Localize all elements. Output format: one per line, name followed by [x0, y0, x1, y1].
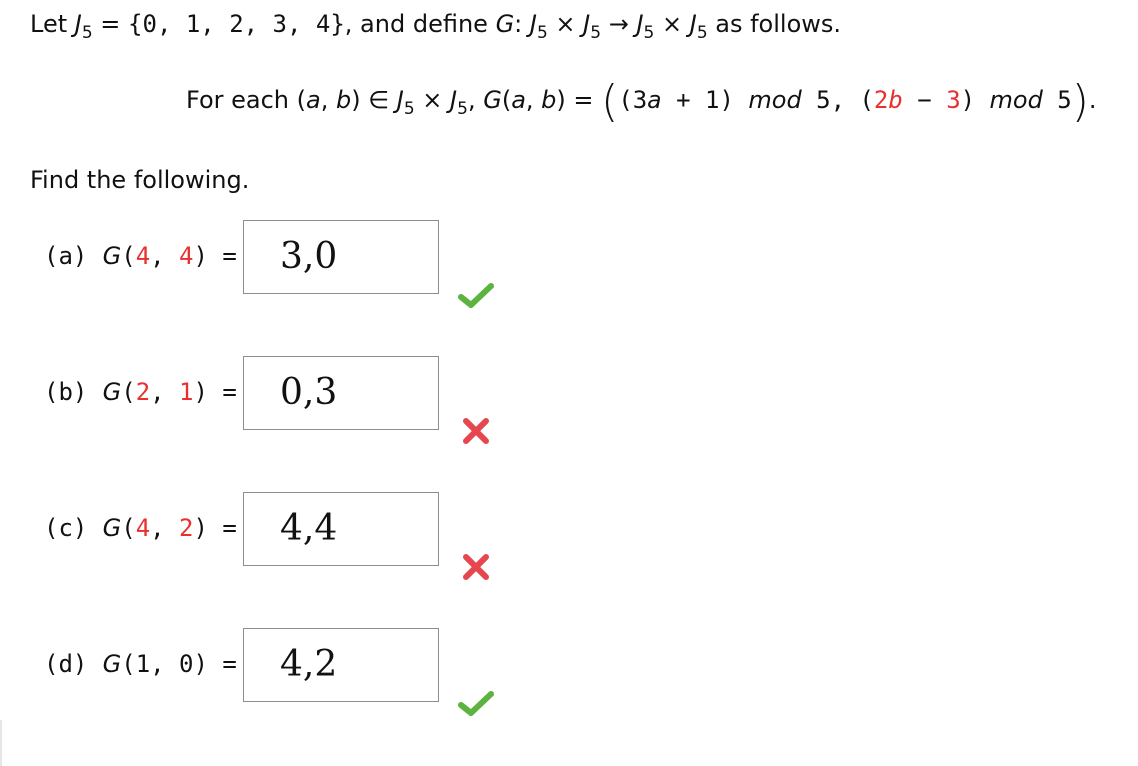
- function-symbol: G: [495, 10, 515, 38]
- set-symbol: J: [529, 10, 537, 38]
- arg-x: 4: [135, 242, 151, 270]
- set-definition: {0, 1, 2, 3, 4}: [128, 10, 345, 38]
- separator: ,: [150, 514, 180, 542]
- separator: ,: [150, 242, 180, 270]
- spacer: [87, 650, 102, 678]
- var-a: a: [647, 86, 662, 114]
- function-symbol: G: [102, 378, 122, 406]
- x-mark-icon: [458, 418, 494, 444]
- formula-text: ,: [320, 86, 336, 114]
- mod-operator: mod: [989, 86, 1043, 114]
- var-b: b: [888, 86, 903, 114]
- answer-input-b[interactable]: 0,3: [243, 356, 439, 430]
- paren: (: [121, 514, 136, 542]
- check-icon: [458, 282, 494, 308]
- answer-input-a[interactable]: 3,0: [243, 220, 439, 294]
- var-b: b: [335, 86, 352, 114]
- mod-operator: mod: [748, 86, 802, 114]
- separator: ,: [150, 650, 180, 678]
- set-subscript: 5: [643, 23, 655, 43]
- set-subscript: 5: [403, 99, 415, 119]
- highlighted-constant: 3: [946, 86, 961, 114]
- paren: (: [121, 650, 136, 678]
- arg-x: 4: [135, 514, 151, 542]
- set-subscript: 5: [457, 99, 468, 119]
- times-sign: ×: [414, 86, 451, 114]
- function-definition: [186, 76, 1097, 127]
- spacer: [87, 514, 102, 542]
- formula-text: ) =: [556, 86, 602, 114]
- part-id: (d): [44, 650, 88, 678]
- set-symbol: J: [450, 86, 458, 114]
- intro-text: , and define: [344, 10, 496, 38]
- arg-y: 4: [179, 242, 194, 270]
- term-two: 5: [1042, 86, 1072, 114]
- big-right-paren: ): [1071, 76, 1089, 127]
- set-symbol: J: [689, 10, 697, 38]
- formula-text: ,: [525, 86, 542, 114]
- function-symbol: G: [102, 650, 122, 678]
- arg-x: 2: [135, 378, 151, 406]
- intro-text: Let: [30, 10, 75, 38]
- term-two: 5, (: [801, 86, 874, 114]
- set-symbol: J: [396, 86, 404, 114]
- colon: :: [514, 10, 530, 38]
- part-id: (a): [44, 242, 88, 270]
- set-subscript: 5: [696, 23, 708, 43]
- part-a-label: [44, 242, 237, 270]
- answer-input-c[interactable]: 4,4: [243, 492, 439, 566]
- times-sign: ×: [654, 10, 690, 38]
- page-edge-divider: [0, 720, 2, 766]
- equals-sign: =: [92, 10, 129, 38]
- paren-equals: ) =: [193, 378, 237, 406]
- formula-text: For each (: [186, 86, 306, 114]
- part-c-label: [44, 514, 237, 542]
- minus-sign: −: [902, 86, 947, 114]
- function-symbol: G: [102, 242, 122, 270]
- intro-text: as follows.: [707, 10, 842, 38]
- formula-text: (: [501, 86, 512, 114]
- set-subscript: 5: [81, 23, 93, 43]
- period: .: [1088, 86, 1097, 114]
- function-symbol: G: [483, 86, 502, 114]
- set-symbol: J: [583, 10, 591, 38]
- instructions: Find the following.: [30, 166, 250, 194]
- set-subscript: 5: [536, 23, 548, 43]
- spacer: [87, 242, 102, 270]
- part-id: (c): [44, 514, 88, 542]
- paren: (: [121, 378, 136, 406]
- formula-text: ,: [467, 86, 484, 114]
- arrow-symbol: →: [601, 10, 637, 38]
- term-two: ): [960, 86, 990, 114]
- part-b-label: [44, 378, 237, 406]
- var-a: a: [511, 86, 526, 114]
- big-left-paren: (: [601, 76, 619, 127]
- set-symbol: J: [74, 10, 82, 38]
- arg-y: 1: [179, 378, 194, 406]
- x-mark-icon: [458, 554, 494, 580]
- paren-equals: ) =: [193, 650, 237, 678]
- arg-y: 2: [179, 514, 194, 542]
- separator: ,: [150, 378, 180, 406]
- problem-intro: [30, 10, 842, 43]
- highlighted-coefficient: 2: [873, 86, 889, 114]
- paren-equals: ) =: [193, 242, 237, 270]
- term-one: (3: [618, 86, 648, 114]
- spacer: [87, 378, 102, 406]
- term-one: + 1): [661, 86, 749, 114]
- element-of: ) ∈: [351, 86, 397, 114]
- times-sign: ×: [547, 10, 584, 38]
- answer-input-d[interactable]: 4,2: [243, 628, 439, 702]
- arg-x: 1: [135, 650, 151, 678]
- paren: (: [121, 242, 136, 270]
- var-a: a: [306, 86, 321, 114]
- var-b: b: [541, 86, 557, 114]
- set-subscript: 5: [590, 23, 602, 43]
- paren-equals: ) =: [193, 514, 237, 542]
- check-icon: [458, 690, 494, 716]
- function-symbol: G: [102, 514, 122, 542]
- set-symbol: J: [636, 10, 644, 38]
- part-id: (b): [44, 378, 88, 406]
- part-d-label: [44, 650, 237, 678]
- arg-y: 0: [179, 650, 194, 678]
